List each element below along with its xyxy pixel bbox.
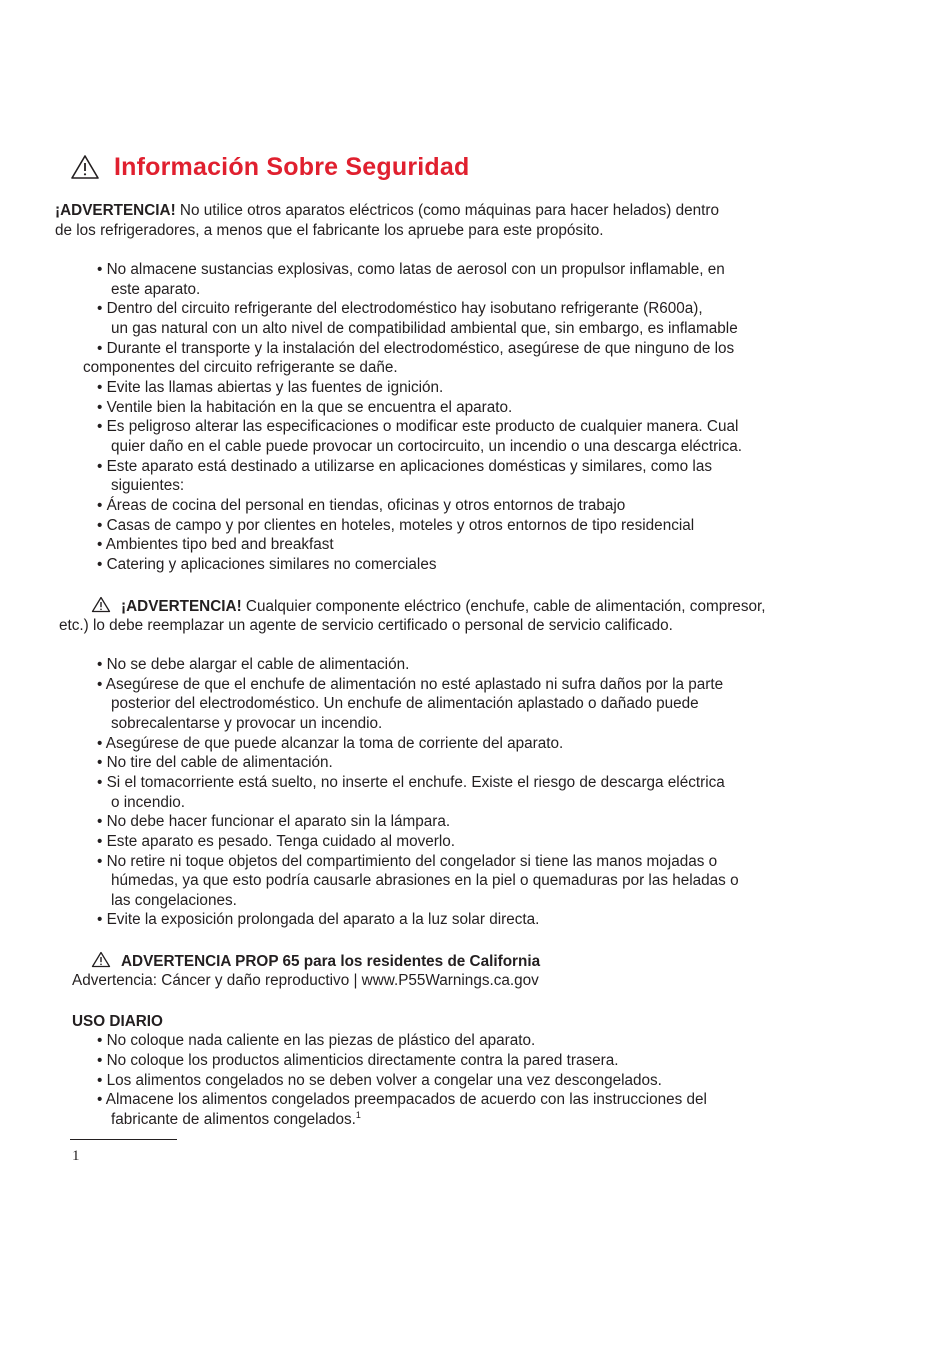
list-item: • Ventile bien la habitación en la que se encuentra el aparato. xyxy=(97,399,513,416)
prop65-text: Advertencia: Cáncer y daño reproductivo | www.P55Warnings.ca.gov xyxy=(72,972,539,989)
list-item: • No debe hacer funcionar el aparato sin la lámpara. xyxy=(97,813,451,830)
list-item: un gas natural con un alto nivel de compatibilidad ambiental que, sin embargo, es inflamable xyxy=(111,320,738,337)
list-item: o incendio. xyxy=(111,794,185,811)
warning2-label: ¡ADVERTENCIA! xyxy=(121,598,242,615)
warning1-label: ¡ADVERTENCIA! xyxy=(55,202,176,219)
warning1-line1 xyxy=(55,201,719,221)
list-item: • Asegúrese de que puede alcanzar la toma de corriente del aparato. xyxy=(97,735,564,752)
list-item: • Áreas de cocina del personal en tiendas, oficinas y otros entornos de trabajo xyxy=(97,497,626,514)
warning2-line1 xyxy=(91,596,765,617)
list-item xyxy=(111,1110,361,1130)
list-item: quier daño en el cable puede provocar un cortocircuito, un incendio o una descarga eléctrica. xyxy=(111,438,742,455)
warning-triangle-icon xyxy=(70,154,100,180)
list-item: • Dentro del circuito refrigerante del electrodoméstico hay isobutano refrigerante (R600a), xyxy=(97,300,703,317)
footnote-divider xyxy=(70,1139,177,1140)
section-title xyxy=(70,150,469,184)
warning-triangle-icon xyxy=(91,596,111,613)
prop65-heading-text: ADVERTENCIA PROP 65 para los residentes de California xyxy=(121,953,541,970)
list-item: • Catering y aplicaciones similares no comerciales xyxy=(97,556,437,573)
list-item: • Este aparato está destinado a utilizarse en aplicaciones domésticas y similares, como las xyxy=(97,458,712,475)
list-item: • Los alimentos congelados no se deben volver a congelar una vez descongelados. xyxy=(97,1072,662,1089)
list-item: • No retire ni toque objetos del compartimiento del congelador si tiene las manos mojadas o xyxy=(97,853,718,870)
list-item: • No tire del cable de alimentación. xyxy=(97,754,333,771)
warning1-text1: No utilice otros aparatos eléctricos (como máquinas para hacer helados) dentro xyxy=(175,202,720,219)
warning2-line2: etc.) lo debe reemplazar un agente de servicio certificado o personal de servicio calificado. xyxy=(59,617,673,634)
list-item: • Evite las llamas abiertas y las fuentes de ignición. xyxy=(97,379,444,396)
list-item: siguientes: xyxy=(111,477,185,494)
title-text: Información Sobre Seguridad xyxy=(114,152,470,181)
list-item: • Ambientes tipo bed and breakfast xyxy=(97,536,334,553)
warning1-line2: de los refrigeradores, a menos que el fabricante los apruebe para este propósito. xyxy=(55,222,604,239)
list-item: las congelaciones. xyxy=(111,892,237,909)
list-item: • No se debe alargar el cable de alimentación. xyxy=(97,656,410,673)
list-item: • Almacene los alimentos congelados preempacados de acuerdo con las instrucciones del xyxy=(97,1091,707,1108)
list-item: • Evite la exposición prolongada del aparato a la luz solar directa. xyxy=(97,911,540,928)
list-item: • No coloque los productos alimenticios directamente contra la pared trasera. xyxy=(97,1052,619,1069)
list-item: componentes del circuito refrigerante se dañe. xyxy=(83,359,398,376)
list-item: • Es peligroso alterar las especificaciones o modificar este producto de cualquier manera. Cual xyxy=(97,418,739,435)
list-item: • No coloque nada caliente en las piezas de plástico del aparato. xyxy=(97,1032,536,1049)
list-item: • No almacene sustancias explosivas, como latas de aerosol con un propulsor inflamable, en xyxy=(97,261,725,278)
daily-use-heading: USO DIARIO xyxy=(72,1013,163,1030)
prop65-heading xyxy=(91,951,540,972)
list-item: posterior del electrodoméstico. Un enchufe de alimentación aplastado o dañado puede xyxy=(111,695,699,712)
list-item: sobrecalentarse y provocar un incendio. xyxy=(111,715,383,732)
list-item: • Durante el transporte y la instalación del electrodoméstico, asegúrese de que ninguno de los xyxy=(97,340,735,357)
list-item: • Casas de campo y por clientes en hoteles, moteles y otros entornos de tipo residencial xyxy=(97,517,695,534)
list-item: húmedas, ya que esto podría causarle abrasiones en la piel o quemaduras por las heladas o xyxy=(111,872,739,889)
list-item: • Asegúrese de que el enchufe de alimentación no esté aplastado ni sufra daños por la parte xyxy=(97,676,724,693)
warning2-text1: Cualquier componente eléctrico (enchufe, cable de alimentación, compresor, xyxy=(241,598,766,615)
list-item: • Si el tomacorriente está suelto, no inserte el enchufe. Existe el riesgo de descarga eléctrica xyxy=(97,774,725,791)
list-item: • Este aparato es pesado. Tenga cuidado al moverlo. xyxy=(97,833,455,850)
footnote-ref: 1 xyxy=(355,1109,361,1120)
footnote-number: 1 xyxy=(72,1148,80,1164)
warning-triangle-icon xyxy=(91,951,111,968)
daily-use-last-text: fabricante de alimentos congelados. xyxy=(111,1111,356,1128)
list-item: este aparato. xyxy=(111,281,201,298)
